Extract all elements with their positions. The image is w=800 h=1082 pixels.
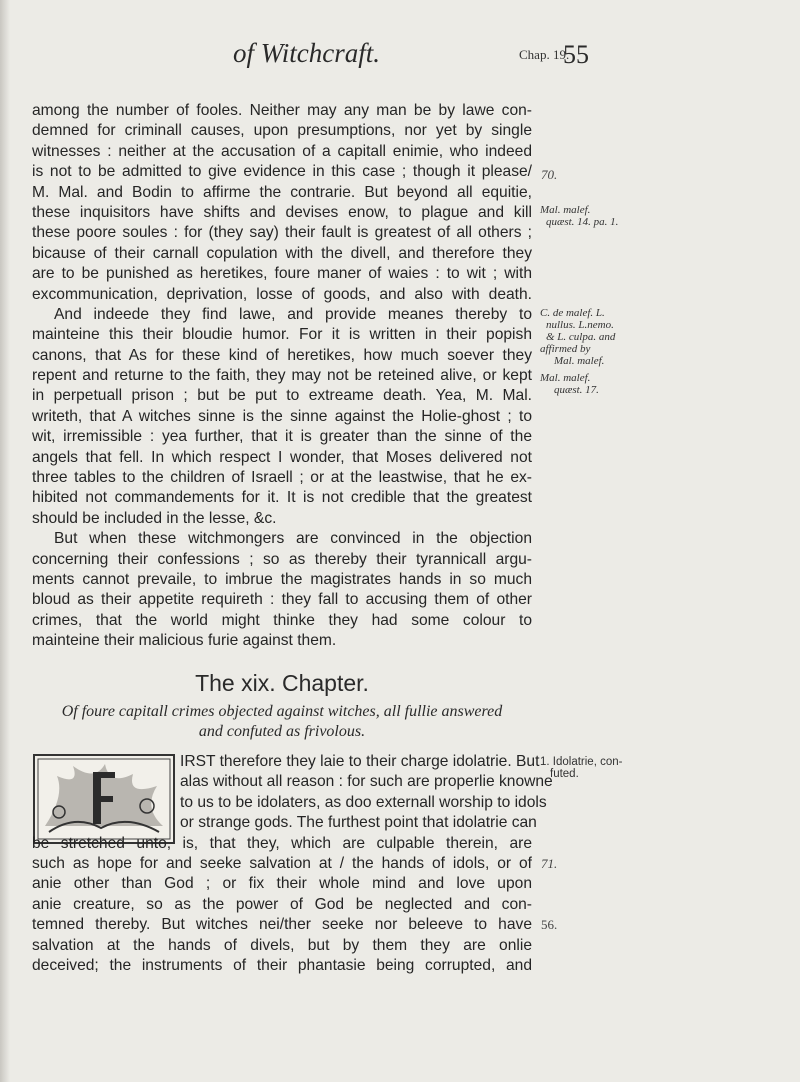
margin-note-line: C. de malef. L. <box>540 307 605 319</box>
text-line: crimes, that the world might thinke they had some colour to <box>32 611 532 629</box>
chapter-subtitle <box>32 702 532 742</box>
text-line: be stretched unto, is, that they, which are culpable therein, are <box>32 834 532 852</box>
margin-note-line: Mal. malef. <box>540 372 591 384</box>
margin-note-line: Mal. malef. <box>540 204 591 216</box>
text-line: canons, that As for these kind of heretikes, how much soever they <box>32 346 532 364</box>
margin-folio-71: 71. <box>541 856 558 871</box>
text-line: excommunication, deprivation, losse of goods, and also with death. <box>32 285 532 303</box>
text-line: to us to be idolaters, as doo externall worship to idols <box>180 793 547 811</box>
text-line: IRST therefore they laie to their charge idolatrie. But <box>180 753 540 770</box>
text-line: ments cannot prevaile, to imbrue the magistrates hands in so much <box>32 570 532 588</box>
text-line: mainteine this their bloudie humor. For it is written in their popish <box>32 326 532 344</box>
margin-note-line: Mal. malef. <box>554 355 605 367</box>
text-line: in perpetuall prison ; but be put to extreame death. Yea, M. Mal. <box>32 387 532 405</box>
text-line: concerning their confessions ; so as thereby their tyrannicall argu- <box>32 550 532 568</box>
chapter-subtitle-line: and confuted as frivolous. <box>198 723 366 740</box>
text-line: temned thereby. But witches nei/ther seeke nor beleeve to have <box>32 916 532 934</box>
margin-note-line: futed. <box>550 768 579 780</box>
text-line: But when these witchmongers are convinced in the objection <box>54 530 532 548</box>
margin-note-line: 1. Idolatrie, con- <box>540 756 623 768</box>
text-line: witnesses : neither at the accusation of a capitall enimie, who indeed <box>32 142 532 160</box>
text-line: deceived; the instruments of their phantasie being corrupted, and <box>32 956 532 974</box>
text-line: or strange gods. The furthest point that idolatrie can <box>180 814 537 832</box>
text-line: bicause of their carnall copulation with the divell, and therefore they <box>32 244 532 262</box>
text-line: salvation at the hands of divels, but by them they are onlie <box>32 936 532 954</box>
text-line: are to be punished as heretikes, foure maner of waies : to wit ; with <box>32 265 532 283</box>
text-line: three tables to the children of Israell ; or at the leastwise, that he ex- <box>32 469 532 487</box>
text-line: And indeede they find lawe, and provide meanes thereby to <box>54 305 532 323</box>
margin-folio-56: 56. <box>541 917 558 932</box>
margin-note-line: quæst. 17. <box>554 384 599 396</box>
margin-note-line: nullus. L.nemo. <box>546 319 614 331</box>
running-head-title: of Witchcraft. <box>233 38 380 68</box>
text-line: anie other than God ; or fix their whole mind and love upon <box>32 875 532 893</box>
text-line: writeth, that A witches sinne is the sinne against the Holie-ghost ; to <box>32 407 532 425</box>
text-line: angels that fell. In which respect I wonder, that Moses delivered not <box>32 448 532 466</box>
text-line: M. Mal. and Bodin to affirme the contrarie. But beyond all equitie, <box>32 183 532 201</box>
text-line: among the number of fooles. Neither may any man be by lawe con- <box>32 102 532 119</box>
margin-folio-70: 70. <box>541 167 558 182</box>
margin-note-line: quæst. 14. pa. 1. <box>546 216 619 228</box>
text-line: alas without all reason : for such are properlie knowne <box>180 773 553 791</box>
chapter-heading: The xix. Chapter. <box>195 670 369 696</box>
running-head <box>0 38 800 78</box>
body-text-top <box>32 101 532 652</box>
text-line: repent and returne to the faith, they may not be reteined alive, or kept <box>32 367 532 385</box>
chapter-subtitle-line: Of foure capitall crimes objected against witches, all fullie answered <box>61 703 503 720</box>
text-line: wit, irremissible : yea further, that it is greater than the sinne of the <box>32 428 532 446</box>
page-number: 55 <box>563 40 589 69</box>
text-line: these poore soules : for (they say) their fault is greatest of all others ; <box>32 224 532 242</box>
text-line: bloud as their appetite requireth : they fall to accusing them of other <box>32 591 532 609</box>
text-line: these inquisitors have shifts and devises enow, to plague and kill <box>32 203 532 221</box>
running-head-chapter: Chap. 19. <box>519 47 570 62</box>
text-line: anie creature, so as the power of God be neglected and con- <box>32 895 532 913</box>
margin-note-line: & L. culpa. and <box>546 331 616 343</box>
margin-note <box>540 756 622 780</box>
text-line: hibited not commandements for it. It is not credible that the greatest <box>32 489 532 507</box>
text-line: should be included in the lesse, &c. <box>32 509 277 527</box>
text-line: such as hope for and seeke salvation at / the hands of idols, or of <box>32 854 532 872</box>
text-line: is not to be admitted to give evidence in this case ; though it please/ <box>32 163 532 181</box>
page-edge <box>0 0 10 1082</box>
margin-note <box>540 204 618 228</box>
text-line: demned for criminall causes, upon presumptions, nor yet by single <box>32 122 532 140</box>
margin-note <box>540 372 599 396</box>
margin-note <box>540 307 615 367</box>
text-line: mainteine their malicious furie against them. <box>32 632 337 650</box>
margin-note-line: affirmed by <box>540 343 591 355</box>
